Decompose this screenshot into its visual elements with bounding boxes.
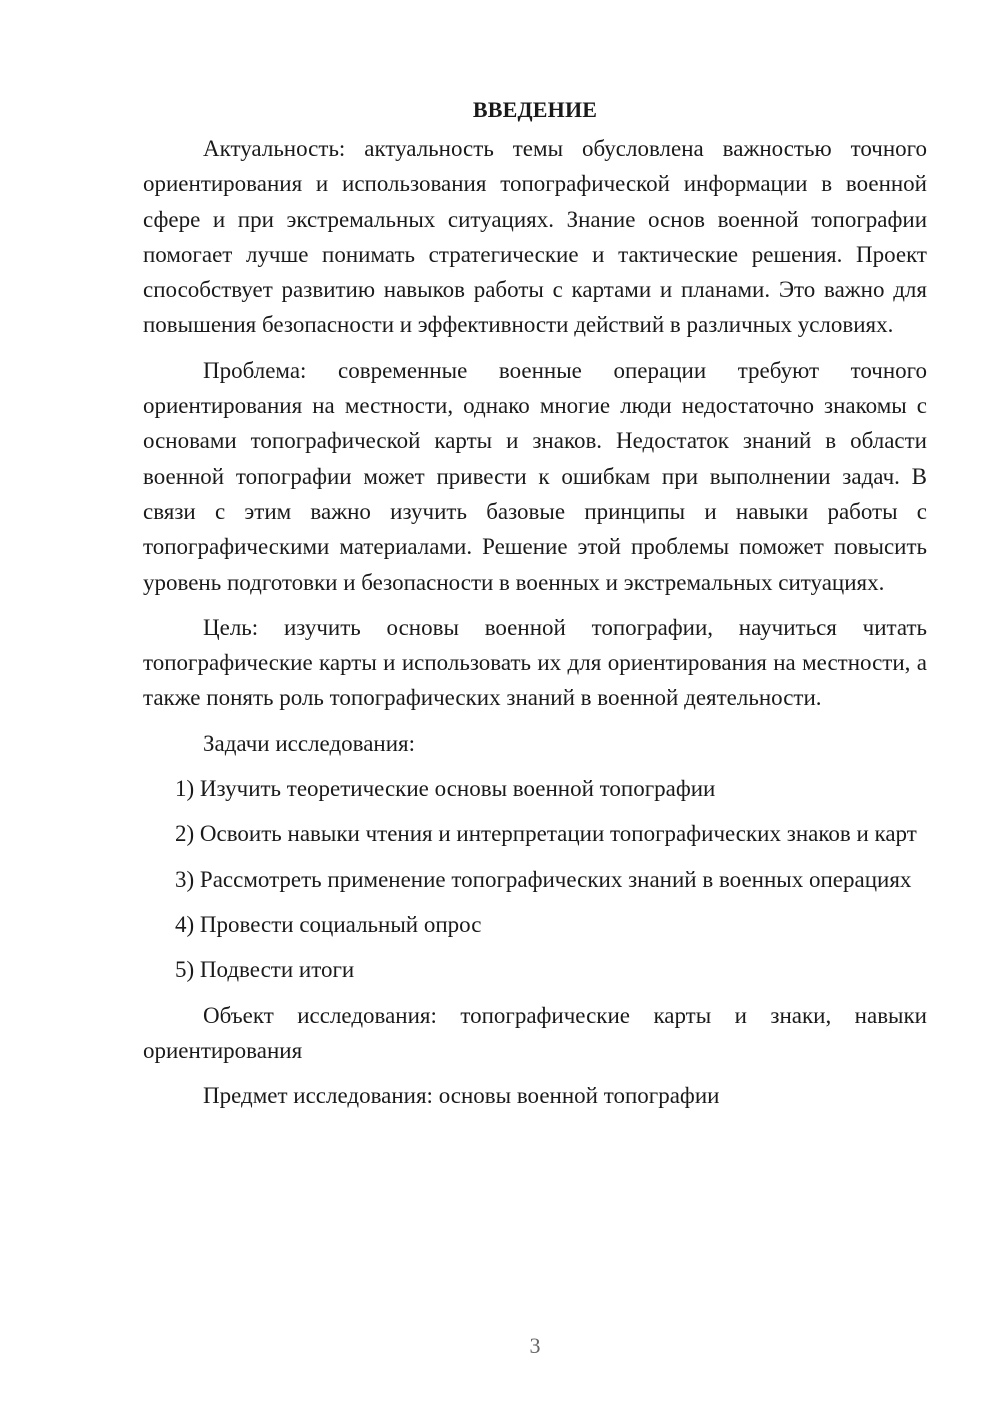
section-title: ВВЕДЕНИЕ bbox=[472, 97, 598, 122]
task-item: 1) Изучить теоретические основы военной топографии bbox=[175, 776, 716, 802]
page-number: 3 bbox=[529, 1333, 541, 1358]
task-item: 5) Подвести итоги bbox=[175, 957, 355, 983]
goal-paragraph: Цель: изучить основы военной топографии, научиться читать топографические карты и использовать их для ориентирования на местности, а также понять роль топографических знаний в военной деятельности. bbox=[143, 614, 927, 711]
task-item: 3) Рассмотреть применение топографических знаний в военных операциях bbox=[175, 866, 912, 892]
problem-paragraph: Проблема: современные военные операции требуют точного ориентирования на местности, однако многие люди недостаточно знакомы с основами топографической карты и знаков. Недостаток знаний в области военной топографии может привести к ошибкам при выполнении задач. В связи с этим важно изучить базовые принципы и навыки работы с топографическими материалами. Решение этой проблемы поможет повысить уровень подготовки и безопасности в военных и экстремальных ситуациях. bbox=[143, 357, 927, 595]
object-paragraph: Объект исследования: топографические карты и знаки, навыки ориентирования bbox=[143, 1002, 927, 1063]
relevance-paragraph: Актуальность: актуальность темы обусловлена важностью точного ориентирования и использования топографической информации в военной сфере и при экстремальных ситуациях. Знание основ военной топографии помогает лучше понимать стратегические и тактические решения. Проект способствует развитию навыков работы с картами и планами. Это важно для повышения безопасности и эффективности действий в различных условиях. bbox=[143, 136, 927, 338]
subject-paragraph: Предмет исследования: основы военной топографии bbox=[203, 1083, 720, 1109]
tasks-list bbox=[143, 771, 927, 987]
tasks-heading: Задачи исследования: bbox=[203, 730, 416, 756]
task-item: 2) Освоить навыки чтения и интерпретации топографических знаков и карт bbox=[175, 821, 917, 847]
task-item: 4) Провести социальный опрос bbox=[175, 911, 482, 937]
page-content bbox=[143, 92, 927, 1123]
